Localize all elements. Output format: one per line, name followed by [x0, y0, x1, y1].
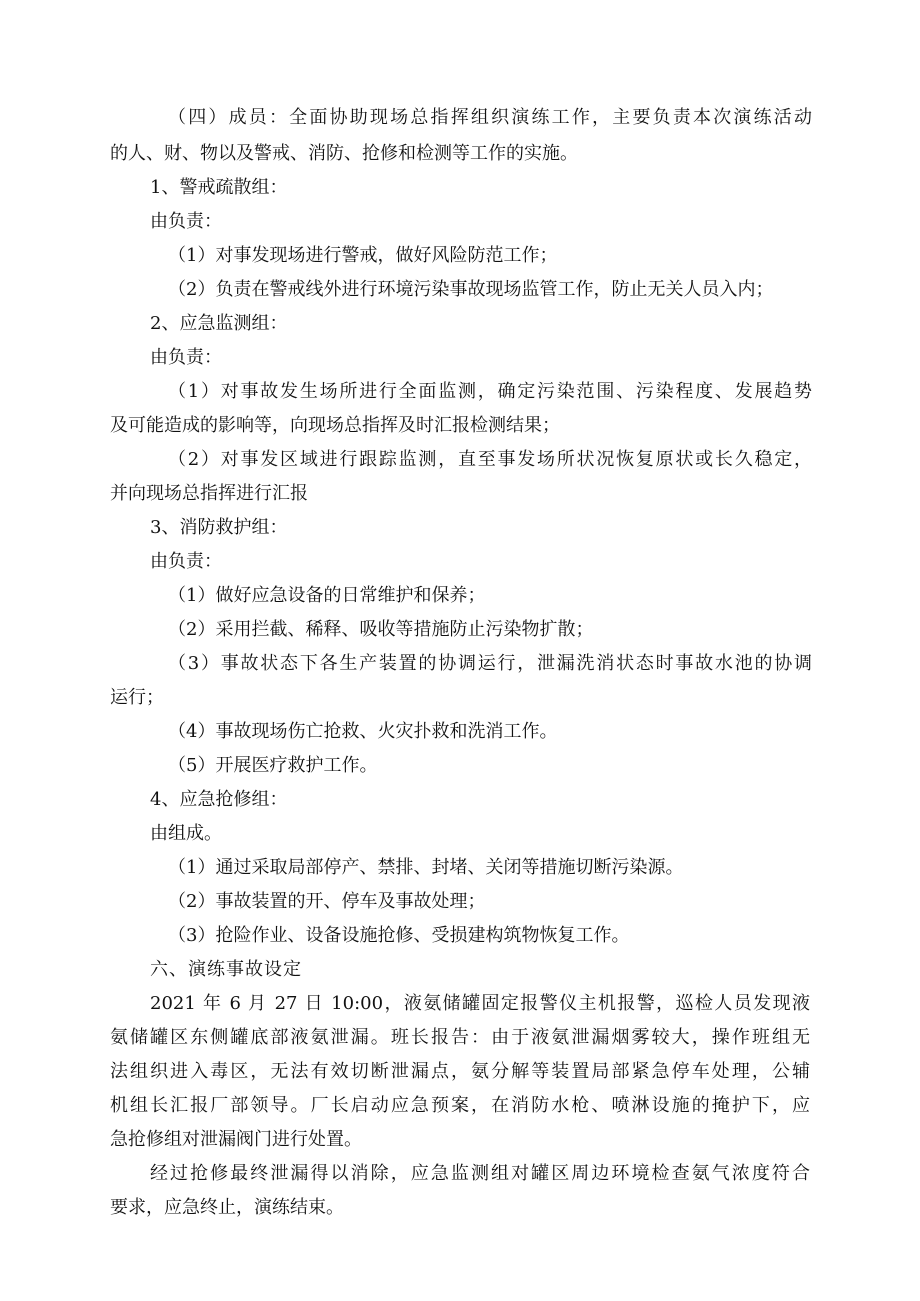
list-item: （3）事故状态下各生产装置的协调运行，泄漏洗消状态时事故水池的协调: [168, 653, 812, 674]
scenario-paragraph-line: 2021 年 6 月 27 日 10:00，液氨储罐固定报警仪主机报警，巡检人员发现液: [150, 993, 810, 1014]
group-title-monitoring: 2、应急监测组：: [150, 313, 288, 334]
list-item: （1）做好应急设备的日常维护和保养；: [168, 585, 486, 606]
members-paragraph-line-1: （四）成员：全面协助现场总指挥组织演练工作，主要负责本次演练活动: [168, 107, 812, 128]
list-item: （5）开展医疗救护工作。: [168, 755, 378, 776]
list-item: （1）对事故发生场所进行全面监测，确定污染范围、污染程度、发展趋势: [168, 381, 812, 402]
group-title-repair: 4、应急抢修组：: [150, 789, 288, 810]
conclusion-paragraph-line: 经过抢修最终泄漏得以消除，应急监测组对罐区周边环境检查氨气浓度符合: [150, 1163, 810, 1184]
list-item: （2）对事发区域进行跟踪监测，直至事发场所状况恢复原状或长久稳定，: [168, 449, 812, 470]
list-item: （2）负责在警戒线外进行环境污染事故现场监管工作，防止无关人员入内；: [168, 279, 774, 300]
scenario-paragraph-line: 机组长汇报厂部领导。厂长启动应急预案，在消防水枪、喷淋设施的掩护下，应: [110, 1095, 810, 1116]
group-lead-repair: 由组成。: [150, 823, 222, 844]
members-paragraph-line-2: 的人、财、物以及警戒、消防、抢修和检测等工作的实施。: [110, 143, 578, 164]
list-item: （1）对事发现场进行警戒，做好风险防范工作；: [168, 245, 558, 266]
group-lead-monitoring: 由负责：: [150, 347, 222, 368]
group-lead-security: 由负责：: [150, 211, 222, 232]
scenario-paragraph-line: 法组织进入毒区，无法有效切断泄漏点，氨分解等装置局部紧急停车处理，公辅: [110, 1061, 810, 1082]
list-item: （2）采用拦截、稀释、吸收等措施防止污染物扩散；: [168, 619, 594, 640]
scenario-paragraph-line: 氨储罐区东侧罐底部液氨泄漏。班长报告：由于液氨泄漏烟雾较大，操作班组无: [110, 1027, 810, 1048]
list-item-continuation: 运行；: [110, 687, 164, 708]
group-lead-fire-rescue: 由负责：: [150, 551, 222, 572]
list-item: （3）抢险作业、设备设施抢修、受损建构筑物恢复工作。: [168, 925, 630, 946]
conclusion-paragraph-line: 要求，应急终止，演练结束。: [110, 1197, 344, 1218]
section-heading: 六、演练事故设定: [150, 959, 302, 980]
group-title-fire-rescue: 3、消防救护组：: [150, 517, 288, 538]
list-item: （1）通过采取局部停产、禁排、封堵、关闭等措施切断污染源。: [168, 857, 684, 878]
list-item-continuation: 并向现场总指挥进行汇报: [110, 483, 308, 504]
scenario-paragraph-line: 急抢修组对泄漏阀门进行处置。: [110, 1129, 362, 1150]
list-item-continuation: 及可能造成的影响等，向现场总指挥及时汇报检测结果；: [110, 415, 560, 436]
list-item: （4）事故现场伤亡抢救、火灾扑救和洗消工作。: [168, 721, 558, 742]
list-item: （2）事故装置的开、停车及事故处理；: [168, 891, 486, 912]
group-title-security: 1、警戒疏散组：: [150, 177, 288, 198]
